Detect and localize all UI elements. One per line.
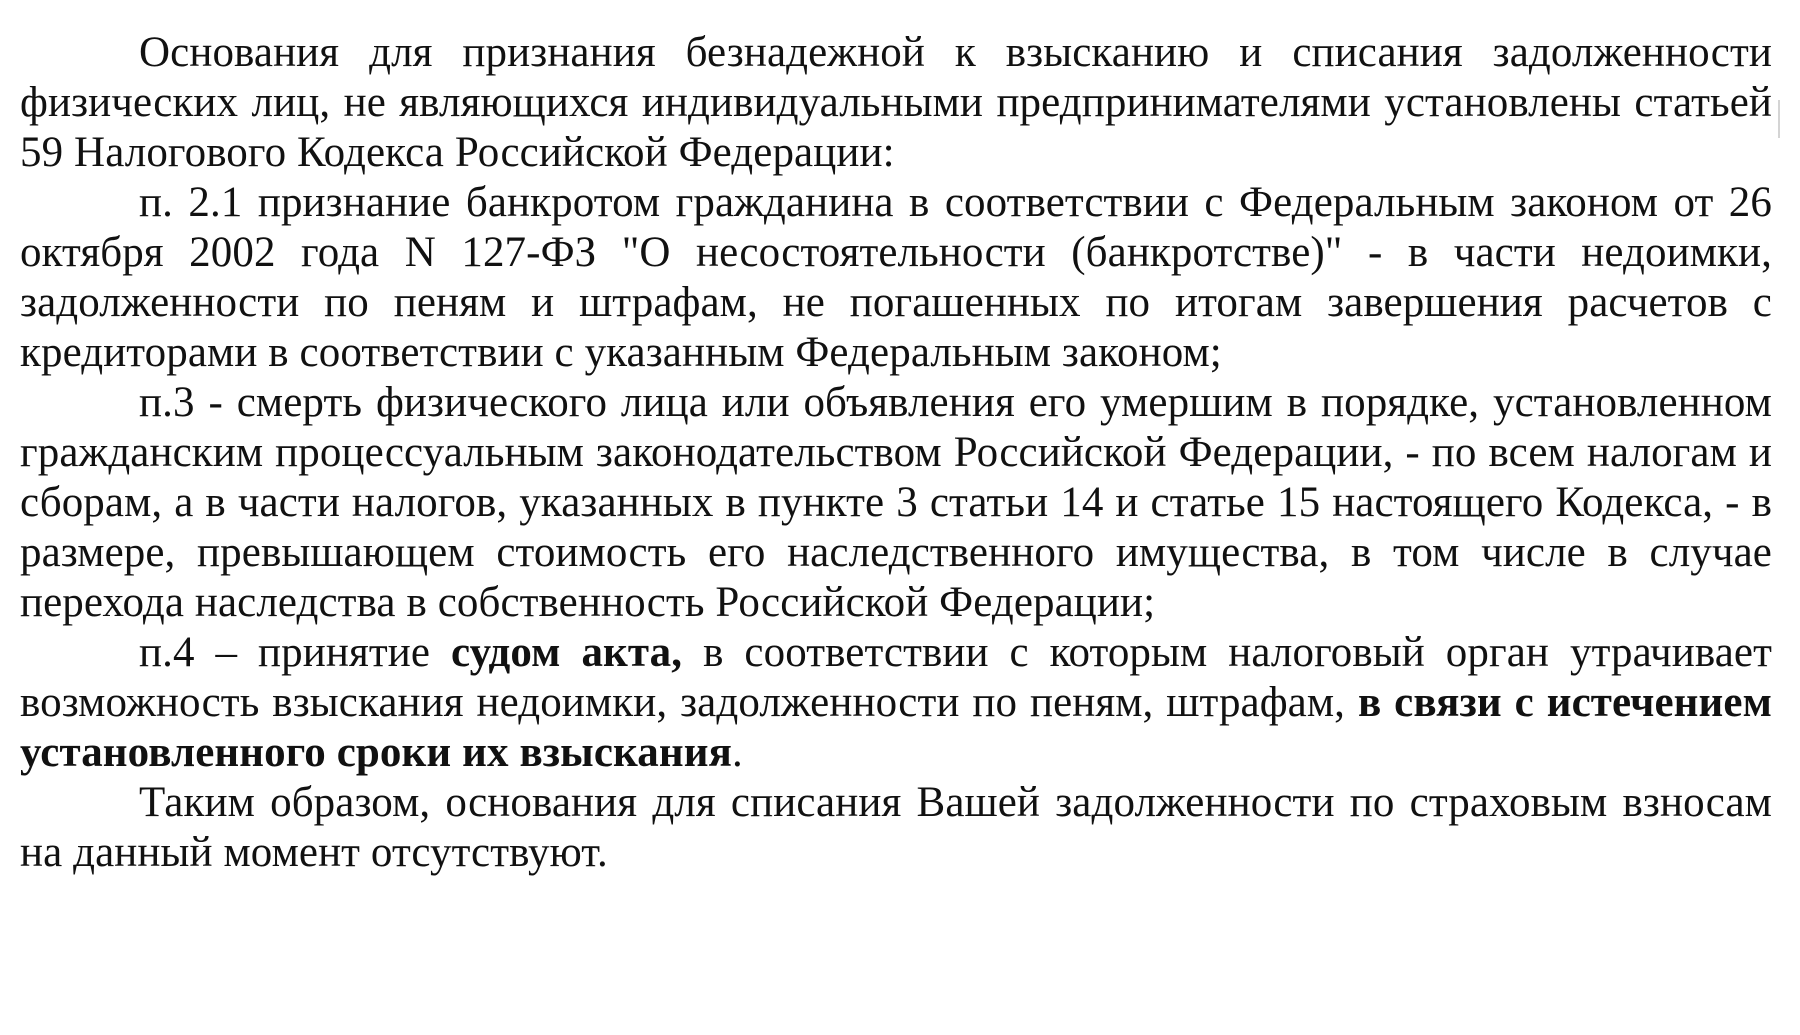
item-4-bold-expiry: в связи с истечением установленного сроки их взыскания: [20, 679, 1772, 776]
item-4-text-end: .: [731, 729, 743, 776]
item-4-bold-court-act: судом акта,: [450, 629, 683, 676]
paragraph-item-4: [20, 628, 1772, 778]
paragraph-item-2-1: п. 2.1 признание банкротом гражданина в соответствии с Федеральным законом от 26 октября 2002 года N 127-ФЗ "О несостоятельности (банкротстве)" - в части недоимки, задолженности по пеням и штрафам, не погашенных по итогам завершения расчетов с кредиторами в соответствии с указанным Федеральным законом;: [20, 179, 1772, 376]
paragraph-grounds: Основания для признания безнадежной к взысканию и списания задолженности физических лиц, не являющихся индивидуальными предпринимателями установлены статьей 59 Налогового Кодекса Российской Федерации:: [20, 29, 1772, 176]
paragraph-conclusion: Таким образом, основания для списания Вашей задолженности по страховым взносам на данный момент отсутствуют.: [20, 779, 1772, 876]
document-body: [20, 28, 1772, 878]
scan-edge-mark: [1778, 100, 1780, 138]
item-4-text-start: п.4 – принятие: [139, 629, 451, 676]
paragraph-item-3: п.3 - смерть физического лица или объявления его умершим в порядке, установленном гражданским процессуальным законодательством Российской Федерации, - по всем налогам и сборам, а в части налогов, указанных в пункте 3 статьи 14 и статье 15 настоящего Кодекса, - в размере, превышающем стоимость его наследственного имущества, в том числе в случае перехода наследства в собственность Российской Федерации;: [20, 379, 1772, 626]
item-4-text-middle: в соответствии с которым налоговый орган утрачивает возможность взыскания недоимки, задолженности по пеням, штрафам,: [20, 629, 1772, 726]
